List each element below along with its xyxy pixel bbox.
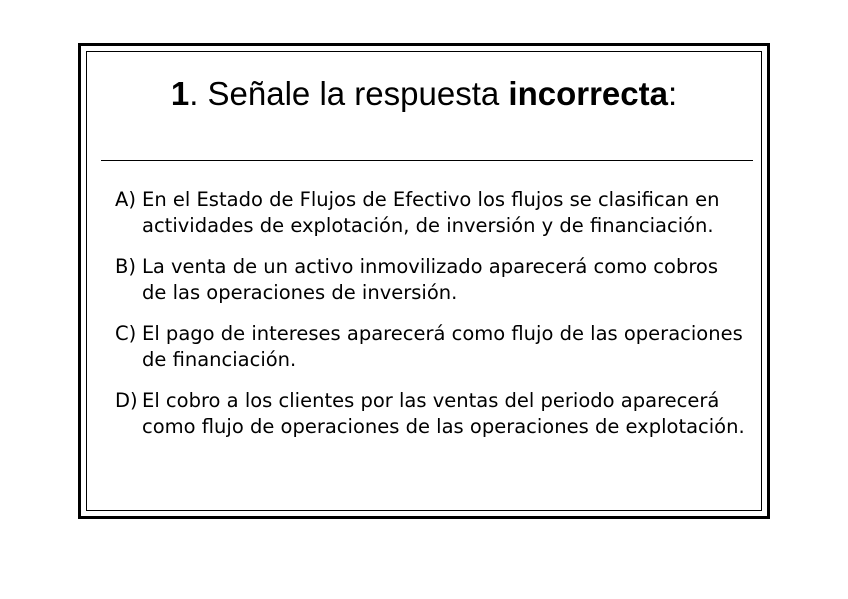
question-emphasis: incorrecta: [508, 75, 668, 112]
option-text: El pago de intereses aparecerá como flujo de las operaciones de financiación.: [142, 322, 743, 371]
option-d: [115, 388, 747, 440]
option-a: [115, 187, 747, 239]
question-prefix: . Señale la respuesta: [189, 75, 509, 112]
question-title: [81, 74, 767, 114]
option-b: [115, 254, 747, 306]
option-letter: C): [115, 322, 137, 345]
option-letter: D): [115, 389, 144, 412]
option-c: [115, 321, 747, 373]
question-suffix: :: [667, 75, 678, 112]
option-text: La venta de un activo inmovilizado aparecerá como cobros de las operaciones de inversión.: [142, 255, 719, 304]
question-number: 1: [170, 75, 190, 112]
slide-frame: [78, 43, 770, 519]
answer-options: [115, 187, 747, 455]
option-text: El cobro a los clientes por las ventas del periodo aparecerá como flujo de operaciones de las operaciones de explotación.: [142, 389, 745, 438]
option-letter: A): [115, 188, 136, 211]
option-letter: B): [115, 255, 136, 278]
title-divider: [101, 160, 753, 161]
option-text: En el Estado de Flujos de Efectivo los flujos se clasifican en actividades de explotación, de inversión y de financiación.: [142, 188, 720, 237]
